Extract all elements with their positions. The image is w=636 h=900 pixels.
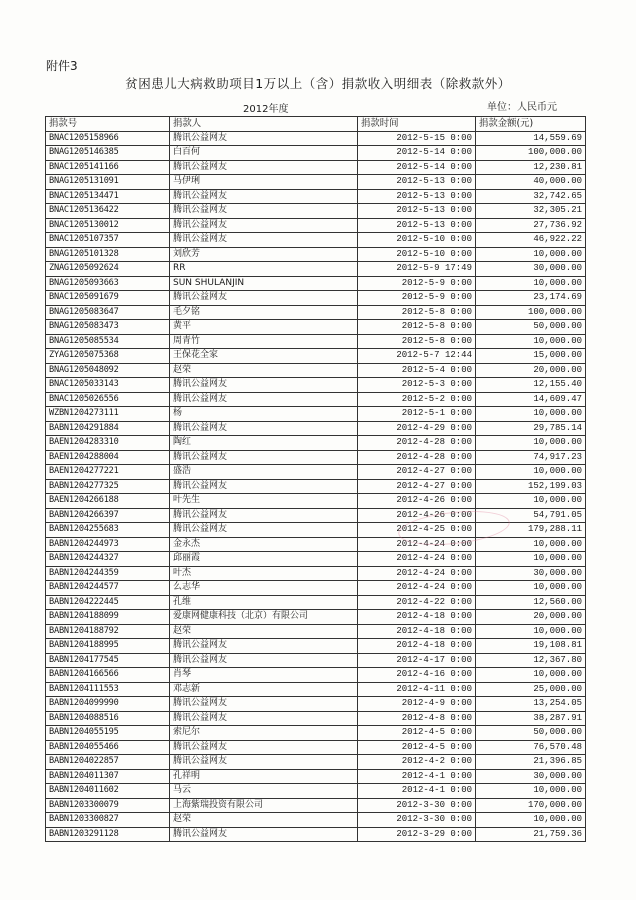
table-row: [46, 537, 586, 552]
cell-donation-time: 2012-4-24 0:00: [358, 581, 476, 596]
cell-donation-id: BABN1204177545: [46, 653, 170, 668]
cell-donation-id: BABN1204244359: [46, 566, 170, 581]
cell-donor: 腾讯公益网友: [170, 639, 358, 654]
cell-donation-amount: 15,000.00: [476, 349, 586, 364]
table-row: [46, 697, 586, 712]
cell-donation-amount: 38,287.91: [476, 711, 586, 726]
cell-donation-id: BABN1203291128: [46, 827, 170, 842]
cell-donor: 腾讯公益网友: [170, 204, 358, 219]
cell-donor: 赵荣: [170, 363, 358, 378]
cell-donor: 腾讯公益网友: [170, 697, 358, 712]
header-donor: 捐款人: [170, 117, 358, 132]
cell-donor: RR: [170, 262, 358, 277]
attachment-label: 附件3: [46, 59, 78, 73]
cell-donation-id: BAEN1204283310: [46, 436, 170, 451]
cell-donation-id: BABN1203300827: [46, 813, 170, 828]
table-row: [46, 276, 586, 291]
cell-donation-amount: 10,000.00: [476, 537, 586, 552]
cell-donation-amount: 29,785.14: [476, 421, 586, 436]
cell-donation-time: 2012-4-1 0:00: [358, 784, 476, 799]
cell-donation-amount: 179,288.11: [476, 523, 586, 538]
cell-donation-amount: 10,000.00: [476, 276, 586, 291]
table-row: [46, 247, 586, 262]
cell-donation-amount: 76,570.48: [476, 740, 586, 755]
cell-donation-id: BNAC1205134471: [46, 189, 170, 204]
cell-donation-id: BABN1204188099: [46, 610, 170, 625]
cell-donation-amount: 50,000.00: [476, 726, 586, 741]
cell-donation-id: ZNAG1205092624: [46, 262, 170, 277]
cell-donation-time: 2012-4-16 0:00: [358, 668, 476, 683]
table-row: [46, 131, 586, 146]
cell-donation-id: BABN1204055195: [46, 726, 170, 741]
table-row: [46, 798, 586, 813]
cell-donation-id: BABN1204055466: [46, 740, 170, 755]
table-row: [46, 392, 586, 407]
cell-donation-amount: 54,791.05: [476, 508, 586, 523]
cell-donation-amount: 10,000.00: [476, 334, 586, 349]
cell-donor: 赵荣: [170, 813, 358, 828]
cell-donation-amount: 10,000.00: [476, 247, 586, 262]
cell-donation-id: BABN1204244577: [46, 581, 170, 596]
cell-donation-time: 2012-4-24 0:00: [358, 552, 476, 567]
cell-donation-amount: 10,000.00: [476, 784, 586, 799]
cell-donation-amount: 152,199.03: [476, 479, 586, 494]
cell-donation-time: 2012-4-27 0:00: [358, 479, 476, 494]
cell-donor: 刘欣芳: [170, 247, 358, 262]
cell-donation-amount: 10,000.00: [476, 494, 586, 509]
cell-donor: 孔祥明: [170, 769, 358, 784]
cell-donation-id: BNAC1205091679: [46, 291, 170, 306]
donation-table: [45, 116, 586, 842]
cell-donation-id: BABN1204088516: [46, 711, 170, 726]
table-row: [46, 189, 586, 204]
cell-donation-amount: 10,000.00: [476, 581, 586, 596]
cell-donation-time: 2012-5-13 0:00: [358, 175, 476, 190]
cell-donation-id: BNAG1205101328: [46, 247, 170, 262]
cell-donation-id: BNAG1205146385: [46, 146, 170, 161]
header-donation-id: 捐款号: [46, 117, 170, 132]
cell-donor: 叶杰: [170, 566, 358, 581]
cell-donation-id: BNAC1205141166: [46, 160, 170, 175]
cell-donor: 马云: [170, 784, 358, 799]
table-row: [46, 682, 586, 697]
cell-donation-amount: 10,000.00: [476, 465, 586, 480]
cell-donation-id: BNAC1205107357: [46, 233, 170, 248]
cell-donation-time: 2012-5-15 0:00: [358, 131, 476, 146]
cell-donor: 孔维: [170, 595, 358, 610]
cell-donation-time: 2012-4-5 0:00: [358, 740, 476, 755]
cell-donation-time: 2012-4-18 0:00: [358, 624, 476, 639]
cell-donation-id: BNAG1205083647: [46, 305, 170, 320]
document-title: 贫困患儿大病救助项目1万以上（含）捐款收入明细表（除救款外）: [125, 76, 511, 91]
cell-donation-id: BNAG1205083473: [46, 320, 170, 335]
table-row: [46, 755, 586, 770]
cell-donation-id: BNAG1205085534: [46, 334, 170, 349]
cell-donor: 周青竹: [170, 334, 358, 349]
cell-donation-amount: 10,000.00: [476, 624, 586, 639]
cell-donation-time: 2012-5-4 0:00: [358, 363, 476, 378]
cell-donor: 肖琴: [170, 668, 358, 683]
cell-donation-id: BABN1204277325: [46, 479, 170, 494]
cell-donation-id: BABN1204255683: [46, 523, 170, 538]
cell-donation-amount: 30,000.00: [476, 262, 586, 277]
cell-donation-time: 2012-4-18 0:00: [358, 639, 476, 654]
cell-donation-id: BNAC1205026556: [46, 392, 170, 407]
cell-donor: 腾讯公益网友: [170, 711, 358, 726]
cell-donation-time: 2012-5-8 0:00: [358, 305, 476, 320]
table-row: [46, 146, 586, 161]
cell-donation-amount: 74,917.23: [476, 450, 586, 465]
table-row: [46, 769, 586, 784]
header-donation-time: 捐款时间: [358, 117, 476, 132]
table-row: [46, 624, 586, 639]
cell-donation-amount: 14,559.69: [476, 131, 586, 146]
cell-donor: 么志华: [170, 581, 358, 596]
cell-donation-time: 2012-4-26 0:00: [358, 494, 476, 509]
cell-donation-time: 2012-3-30 0:00: [358, 798, 476, 813]
cell-donation-time: 2012-5-2 0:00: [358, 392, 476, 407]
cell-donation-time: 2012-5-8 0:00: [358, 334, 476, 349]
cell-donor: 邱丽霞: [170, 552, 358, 567]
table-row: [46, 595, 586, 610]
cell-donation-id: BABN1204266397: [46, 508, 170, 523]
table-body: [46, 131, 586, 842]
cell-donation-amount: 13,254.05: [476, 697, 586, 712]
cell-donation-amount: 32,742.65: [476, 189, 586, 204]
cell-donation-amount: 20,000.00: [476, 363, 586, 378]
cell-donation-time: 2012-5-7 12:44: [358, 349, 476, 364]
cell-donation-time: 2012-4-27 0:00: [358, 465, 476, 480]
cell-donation-id: BNAG1205048092: [46, 363, 170, 378]
cell-donation-amount: 12,155.40: [476, 378, 586, 393]
cell-donor: 腾讯公益网友: [170, 189, 358, 204]
table-row: [46, 218, 586, 233]
cell-donor: 腾讯公益网友: [170, 291, 358, 306]
cell-donation-amount: 20,000.00: [476, 610, 586, 625]
cell-donation-id: BABN1203300079: [46, 798, 170, 813]
cell-donor: 上海紫瑞投资有限公司: [170, 798, 358, 813]
table-row: [46, 305, 586, 320]
table-header-row: [46, 117, 586, 132]
cell-donor: 陶红: [170, 436, 358, 451]
cell-donation-amount: 50,000.00: [476, 320, 586, 335]
cell-donor: 赵荣: [170, 624, 358, 639]
cell-donation-id: BNAC1205033143: [46, 378, 170, 393]
cell-donation-time: 2012-4-1 0:00: [358, 769, 476, 784]
cell-donation-id: BNAG1205093663: [46, 276, 170, 291]
table-row: [46, 479, 586, 494]
cell-donation-id: BAEN1204288004: [46, 450, 170, 465]
cell-donation-time: 2012-5-10 0:00: [358, 247, 476, 262]
cell-donation-id: BNAC1205130012: [46, 218, 170, 233]
cell-donation-time: 2012-4-2 0:00: [358, 755, 476, 770]
cell-donor: 索尼尔: [170, 726, 358, 741]
cell-donor: 黄平: [170, 320, 358, 335]
cell-donor: 腾讯公益网友: [170, 131, 358, 146]
table-row: [46, 668, 586, 683]
table-row: [46, 566, 586, 581]
cell-donation-amount: 12,230.81: [476, 160, 586, 175]
cell-donation-id: BABN1204011602: [46, 784, 170, 799]
table-row: [46, 175, 586, 190]
cell-donation-time: 2012-5-9 0:00: [358, 276, 476, 291]
cell-donation-id: BABN1204099990: [46, 697, 170, 712]
table-row: [46, 784, 586, 799]
cell-donation-amount: 25,000.00: [476, 682, 586, 697]
table-row: [46, 407, 586, 422]
cell-donation-time: 2012-4-29 0:00: [358, 421, 476, 436]
table-row: [46, 450, 586, 465]
cell-donor: 腾讯公益网友: [170, 160, 358, 175]
cell-donation-amount: 40,000.00: [476, 175, 586, 190]
cell-donation-id: WZBN1204273111: [46, 407, 170, 422]
cell-donation-amount: 10,000.00: [476, 407, 586, 422]
table-row: [46, 653, 586, 668]
cell-donor: 腾讯公益网友: [170, 827, 358, 842]
cell-donation-time: 2012-5-9 17:49: [358, 262, 476, 277]
cell-donor: 邓志新: [170, 682, 358, 697]
cell-donation-time: 2012-3-29 0:00: [358, 827, 476, 842]
cell-donation-id: BNAC1205136422: [46, 204, 170, 219]
cell-donation-time: 2012-4-11 0:00: [358, 682, 476, 697]
cell-donation-time: 2012-5-13 0:00: [358, 189, 476, 204]
cell-donor: 马伊琍: [170, 175, 358, 190]
cell-donation-time: 2012-4-9 0:00: [358, 697, 476, 712]
cell-donation-amount: 21,759.36: [476, 827, 586, 842]
cell-donor: 腾讯公益网友: [170, 653, 358, 668]
cell-donation-time: 2012-4-24 0:00: [358, 566, 476, 581]
cell-donation-time: 2012-3-30 0:00: [358, 813, 476, 828]
cell-donation-id: BAEN1204266188: [46, 494, 170, 509]
cell-donation-time: 2012-5-14 0:00: [358, 146, 476, 161]
cell-donation-time: 2012-4-24 0:00: [358, 537, 476, 552]
cell-donation-id: BABN1204166566: [46, 668, 170, 683]
cell-donor: 腾讯公益网友: [170, 740, 358, 755]
table-row: [46, 552, 586, 567]
cell-donation-amount: 27,736.92: [476, 218, 586, 233]
cell-donation-id: ZYAG1205075368: [46, 349, 170, 364]
cell-donor: 腾讯公益网友: [170, 421, 358, 436]
cell-donation-id: BABN1204244973: [46, 537, 170, 552]
cell-donation-time: 2012-5-8 0:00: [358, 320, 476, 335]
cell-donation-amount: 10,000.00: [476, 552, 586, 567]
table-row: [46, 262, 586, 277]
cell-donation-time: 2012-4-17 0:00: [358, 653, 476, 668]
cell-donation-time: 2012-4-5 0:00: [358, 726, 476, 741]
table-row: [46, 711, 586, 726]
table-row: [46, 160, 586, 175]
cell-donation-amount: 21,396.85: [476, 755, 586, 770]
cell-donor: 腾讯公益网友: [170, 479, 358, 494]
cell-donation-time: 2012-4-8 0:00: [358, 711, 476, 726]
cell-donation-amount: 12,367.80: [476, 653, 586, 668]
table-row: [46, 610, 586, 625]
cell-donation-amount: 32,305.21: [476, 204, 586, 219]
cell-donation-amount: 100,000.00: [476, 305, 586, 320]
cell-donation-amount: 170,000.00: [476, 798, 586, 813]
cell-donation-time: 2012-4-26 0:00: [358, 508, 476, 523]
table-row: [46, 233, 586, 248]
cell-donation-amount: 30,000.00: [476, 566, 586, 581]
header-donation-amount: 捐款金额(元): [476, 117, 586, 132]
cell-donation-amount: 12,560.00: [476, 595, 586, 610]
cell-donation-amount: 10,000.00: [476, 813, 586, 828]
table-row: [46, 639, 586, 654]
cell-donation-time: 2012-5-1 0:00: [358, 407, 476, 422]
cell-donor: 白百何: [170, 146, 358, 161]
cell-donation-time: 2012-5-13 0:00: [358, 218, 476, 233]
table-row: [46, 581, 586, 596]
cell-donation-id: BNAC1205158966: [46, 131, 170, 146]
cell-donation-id: BABN1204244327: [46, 552, 170, 567]
table-row: [46, 421, 586, 436]
cell-donation-id: BNAG1205131091: [46, 175, 170, 190]
cell-donor: 金永杰: [170, 537, 358, 552]
cell-donor: 腾讯公益网友: [170, 233, 358, 248]
fiscal-year: 2012年度: [243, 104, 289, 115]
cell-donor: 腾讯公益网友: [170, 508, 358, 523]
table-row: [46, 320, 586, 335]
table-row: [46, 436, 586, 451]
cell-donation-time: 2012-5-10 0:00: [358, 233, 476, 248]
cell-donation-id: BABN1204111553: [46, 682, 170, 697]
cell-donor: 腾讯公益网友: [170, 218, 358, 233]
cell-donation-amount: 10,000.00: [476, 668, 586, 683]
cell-donation-time: 2012-4-22 0:00: [358, 595, 476, 610]
cell-donation-amount: 46,922.22: [476, 233, 586, 248]
cell-donor: 毛夕铭: [170, 305, 358, 320]
cell-donation-amount: 10,000.00: [476, 436, 586, 451]
cell-donation-amount: 23,174.69: [476, 291, 586, 306]
cell-donor: 腾讯公益网友: [170, 392, 358, 407]
cell-donation-amount: 30,000.00: [476, 769, 586, 784]
cell-donation-time: 2012-5-9 0:00: [358, 291, 476, 306]
table-row: [46, 349, 586, 364]
cell-donor: 腾讯公益网友: [170, 378, 358, 393]
cell-donor: SUN SHULANJIN: [170, 276, 358, 291]
cell-donation-id: BABN1204188792: [46, 624, 170, 639]
cell-donor: 杨: [170, 407, 358, 422]
cell-donation-id: BABN1204291884: [46, 421, 170, 436]
cell-donation-amount: 14,609.47: [476, 392, 586, 407]
table-row: [46, 465, 586, 480]
table-row: [46, 378, 586, 393]
table-row: [46, 494, 586, 509]
cell-donation-time: 2012-4-28 0:00: [358, 450, 476, 465]
cell-donor: 叶先生: [170, 494, 358, 509]
table-row: [46, 827, 586, 842]
cell-donor: 王保花全家: [170, 349, 358, 364]
cell-donation-time: 2012-5-13 0:00: [358, 204, 476, 219]
cell-donation-id: BABN1204022857: [46, 755, 170, 770]
table-row: [46, 726, 586, 741]
cell-donation-time: 2012-4-18 0:00: [358, 610, 476, 625]
cell-donation-time: 2012-4-25 0:00: [358, 523, 476, 538]
table-row: [46, 740, 586, 755]
cell-donor: 腾讯公益网友: [170, 755, 358, 770]
cell-donor: 腾讯公益网友: [170, 450, 358, 465]
cell-donation-time: 2012-5-3 0:00: [358, 378, 476, 393]
cell-donation-time: 2012-4-28 0:00: [358, 436, 476, 451]
table-row: [46, 334, 586, 349]
cell-donation-amount: 100,000.00: [476, 146, 586, 161]
table-row: [46, 813, 586, 828]
cell-donor: 盛浩: [170, 465, 358, 480]
table-row: [46, 204, 586, 219]
table-row: [46, 291, 586, 306]
cell-donation-amount: 19,108.81: [476, 639, 586, 654]
cell-donor: 爱康网健康科技（北京）有限公司: [170, 610, 358, 625]
table-row: [46, 363, 586, 378]
currency-unit: 单位：人民币元: [487, 102, 557, 113]
cell-donation-id: BAEN1204277221: [46, 465, 170, 480]
cell-donation-id: BABN1204011307: [46, 769, 170, 784]
cell-donor: 腾讯公益网友: [170, 523, 358, 538]
cell-donation-id: BABN1204222445: [46, 595, 170, 610]
cell-donation-time: 2012-5-14 0:00: [358, 160, 476, 175]
cell-donation-id: BABN1204188995: [46, 639, 170, 654]
